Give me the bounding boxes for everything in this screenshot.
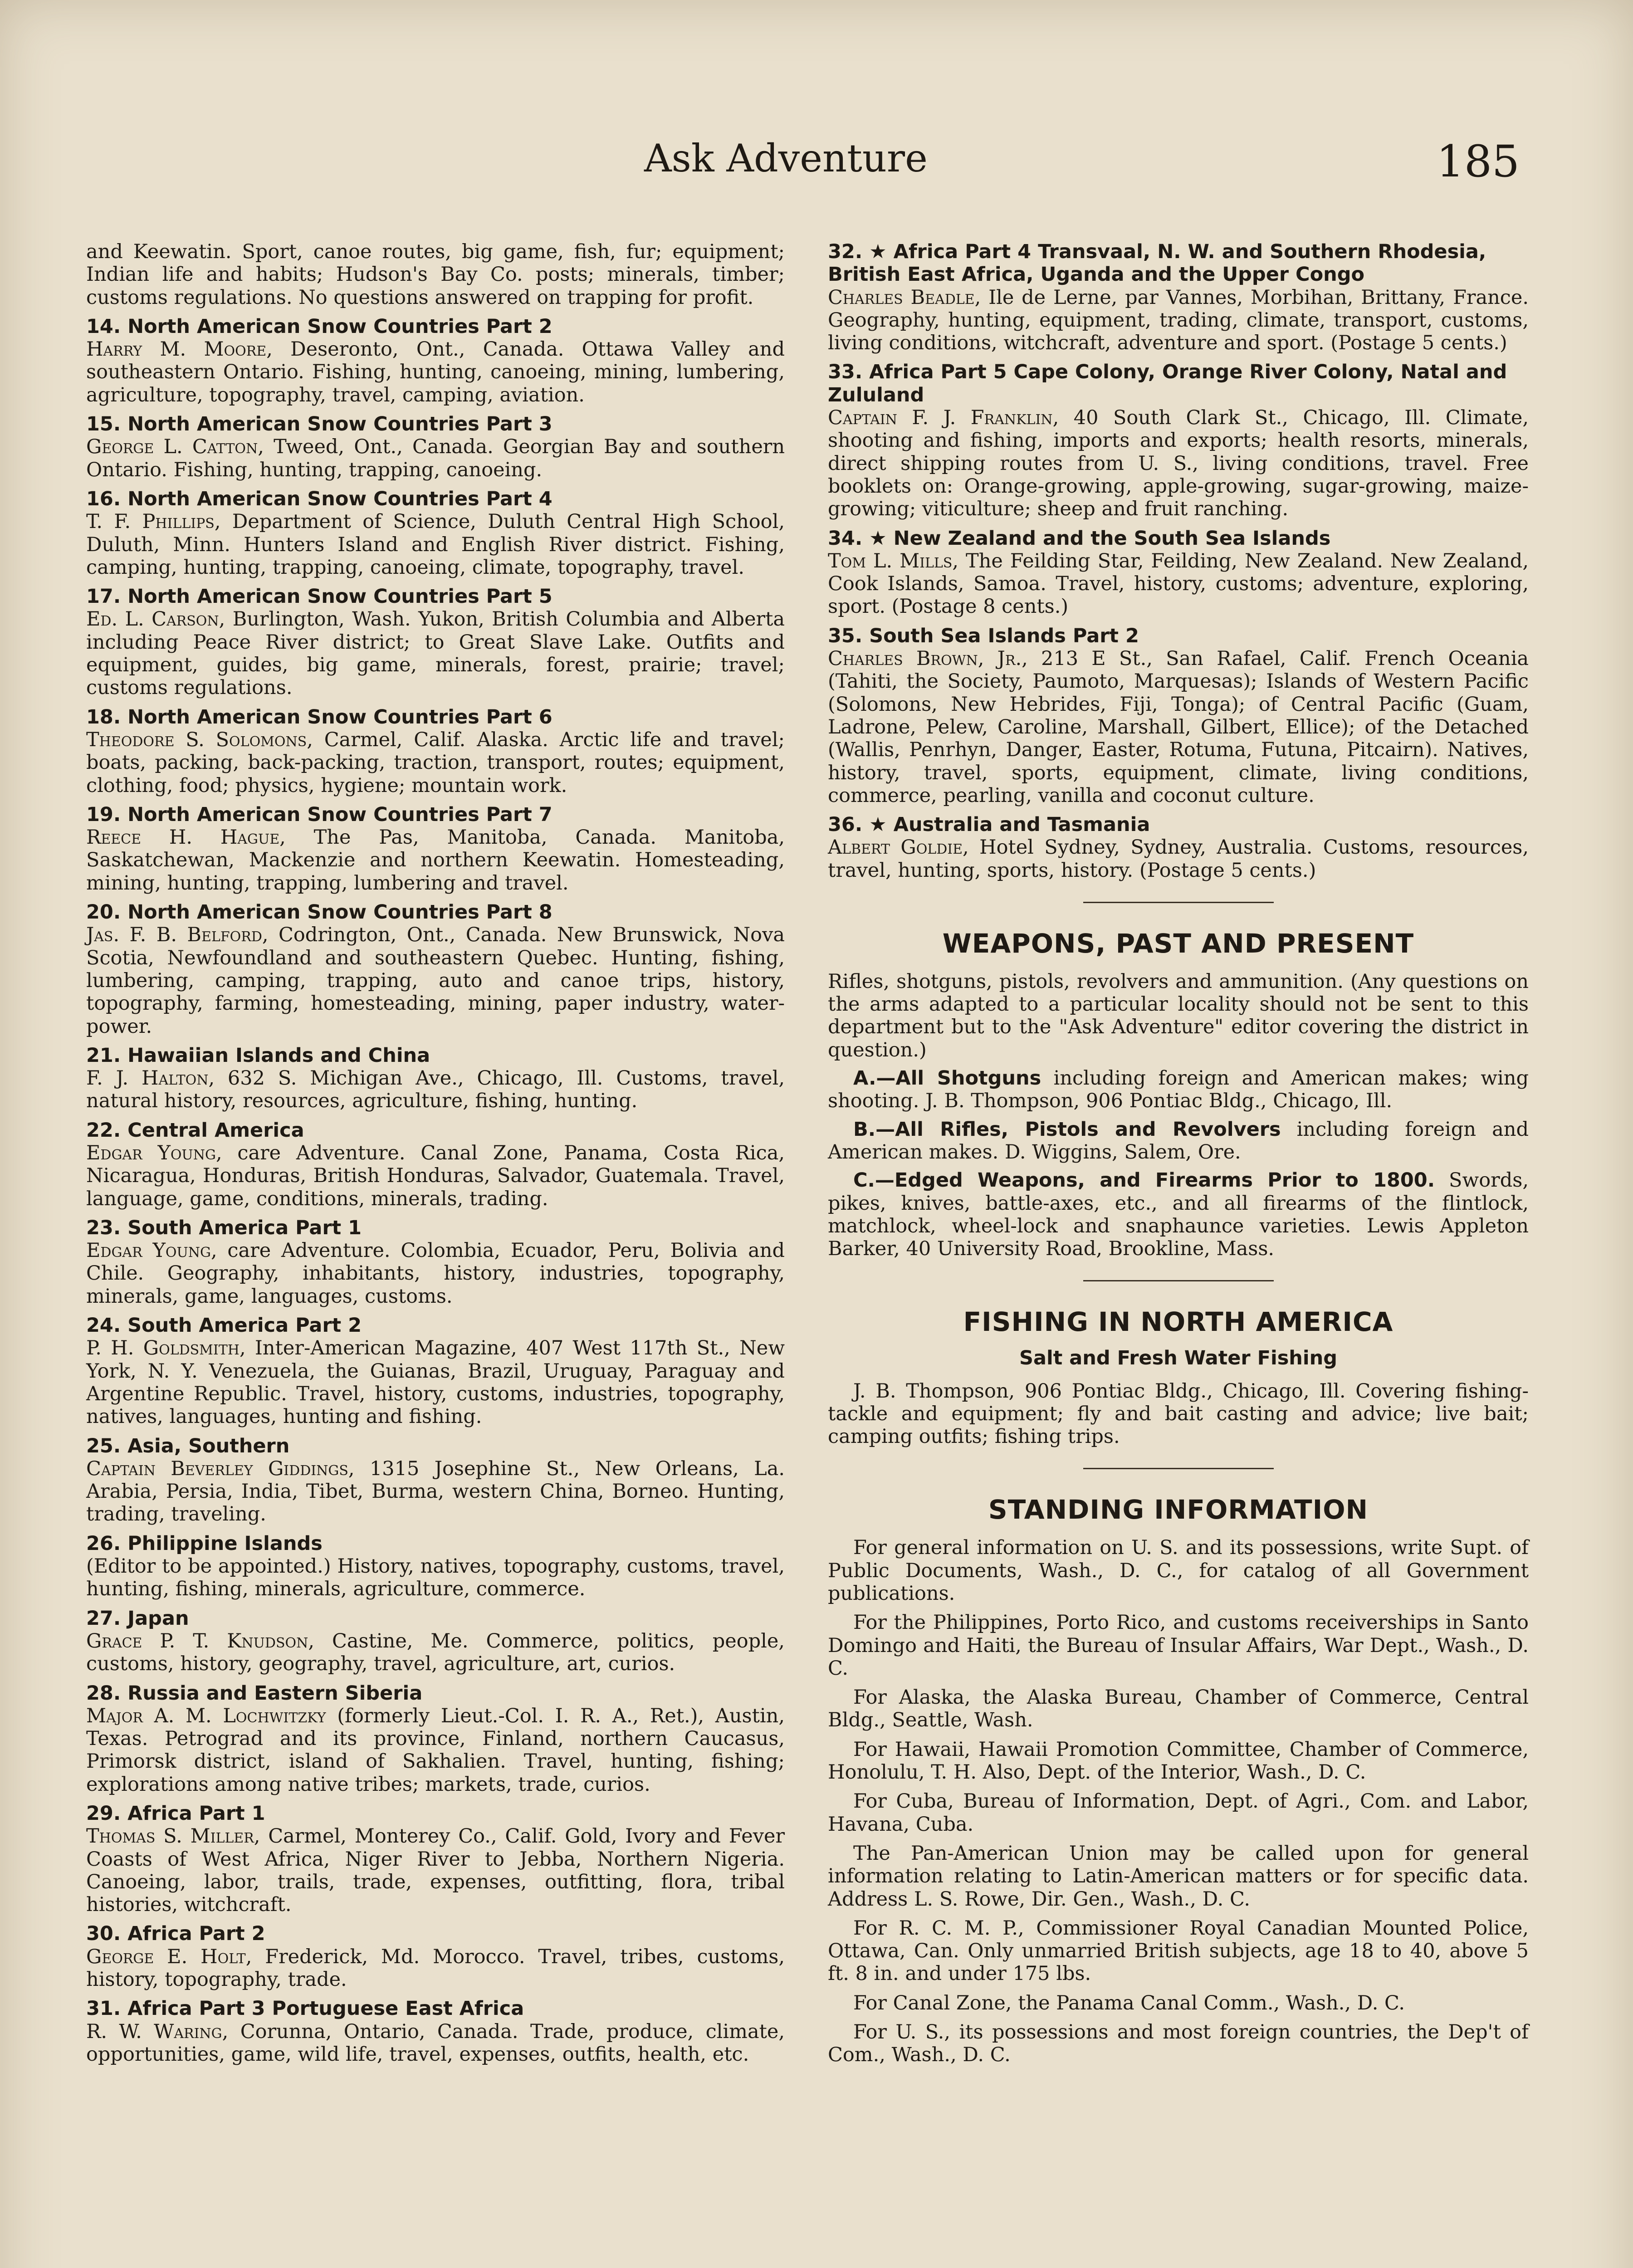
entry-title: 34. ★ New Zealand and the South Sea Islands [828, 527, 1331, 550]
entry-title: 32. ★ Africa Part 4 Transvaal, N. W. and Southern Rhodesia, British East Africa, Uganda and the Upper Congo [828, 240, 1486, 286]
entry-title: 24. South America Part 2 [86, 1314, 362, 1337]
entry-body: , Corunna, Ontario, Canada. Trade, produce, climate, opportunities, game, wild life, travel, expenses, outfits, health, etc. [86, 2020, 785, 2066]
entry-body: , Department of Science, Duluth Central High School, Duluth, Minn. Hunters Island and English River district. Fishing, camping, hunting, trapping, canoeing, climate, topography, travel. [86, 510, 785, 579]
list-item [86, 1314, 785, 1428]
section-divider [1083, 902, 1274, 903]
expert-name: Major A. M. Lochwitzky [86, 1704, 326, 1727]
entry-body: , Frederick, Md. Morocco. Travel, tribes, customs, history, topography, trade. [86, 1945, 785, 1991]
expert-name: Tom L. Mills [828, 549, 953, 572]
entry-body: , Inter-American Magazine, 407 West 117th St., New York, N. Y. Venezuela, the Guianas, Brazil, Uruguay, Paraguay and Argentine Republic. Travel, history, customs, industries, topography, natives, languages, hunting and fishing. [86, 1337, 785, 1428]
entry-title: 17. North American Snow Countries Part 5 [86, 585, 552, 608]
weapons-item-c [828, 1169, 1529, 1260]
entry-title: 15. North American Snow Countries Part 3 [86, 413, 552, 436]
fishing-heading: FISHING IN NORTH AMERICA [963, 1306, 1393, 1338]
entry-body: , Burlington, Wash. Yukon, British Columbia and Alberta including Peace River district; to Great Slave Lake. Outfits and equipment, guides, big game, minerals, forest, prairie; travel; customs regulations. [86, 608, 785, 699]
list-item [86, 1682, 785, 1796]
standing-info-paragraph: For Alaska, the Alaska Bureau, Chamber of Commerce, Central Bldg., Seattle, Wash. [828, 1686, 1529, 1732]
list-item [86, 240, 785, 309]
expert-name: T. F. Phillips [86, 510, 215, 533]
expert-name: George L. Catton [86, 435, 258, 459]
expert-name: Charles Beadle [828, 286, 975, 309]
list-item [86, 585, 785, 699]
entry-body: , The Feilding Star, Feilding, New Zealand. New Zealand, Cook Islands, Samoa. Travel, history, customs; adventure, exploring, sport. (Postage 8 cents.) [828, 549, 1529, 618]
list-item [86, 1435, 785, 1526]
entry-body: , care Adventure. Colombia, Ecuador, Peru, Bolivia and Chile. Geography, inhabitants, history, industries, topography, minerals, game, languages, customs. [86, 1239, 785, 1308]
entry-title: 28. Russia and Eastern Siberia [86, 1681, 423, 1705]
weapons-item-b-lead: B.—All Rifles, Pistols and Revolvers [853, 1118, 1281, 1141]
list-item [828, 240, 1529, 354]
entry-body: , Deseronto, Ont., Canada. Ottawa Valley and southeastern Ontario. Fishing, hunting, canoeing, mining, lumbering, agriculture, topography, travel, camping, aviation. [86, 338, 785, 406]
entry-title: 29. Africa Part 1 [86, 1802, 265, 1825]
entry-body: , The Pas, Manitoba, Canada. Manitoba, Saskatchewan, Mackenzie and northern Keewatin. Homesteading, mining, hunting, trapping, lumbering and travel. [86, 826, 785, 894]
entry-body: , Tweed, Ont., Canada. Georgian Bay and southern Ontario. Fishing, hunting, trapping, canoeing. [86, 435, 785, 481]
list-item [828, 361, 1529, 520]
entry-body: , Ile de Lerne, par Vannes, Morbihan, Brittany, France. Geography, hunting, equipment, trading, climate, transport, customs, living conditions, witchcraft, adventure and sport. (Postage 5 cents.) [828, 286, 1529, 355]
list-item [86, 1802, 785, 1916]
expert-name: Captain Beverley Giddings [86, 1457, 348, 1480]
entry-body: and Keewatin. Sport, canoe routes, big game, fish, fur; equipment; Indian life and habits; Hudson's Bay Co. posts; minerals, timber; customs regulations. No questions answered on trapping for profit. [86, 240, 785, 309]
expert-name: Ed. L. Carson [86, 608, 219, 631]
list-item [86, 706, 785, 797]
section-divider [1083, 1280, 1274, 1281]
entry-body: , 40 South Clark St., Chicago, Ill. Climate, shooting and fishing, imports and exports; health resorts, minerals, direct shipping routes from U. S., living conditions, travel. Free booklets on: Orange-growing, apple-growing, sugar-growing, maize-growing; viticulture; sheep and fruit ranching. [828, 406, 1529, 521]
entry-title: 30. Africa Part 2 [86, 1922, 265, 1945]
expert-name: Harry M. Moore [86, 338, 267, 361]
fishing-subheading: Salt and Fresh Water Fishing [1019, 1347, 1338, 1370]
entry-title: 22. Central America [86, 1119, 304, 1142]
weapons-intro: Rifles, shotguns, pistols, revolvers and ammunition. (Any questions on the arms adapted to a particular locality should not be sent to this department but to the "Ask Adventure" editor covering the district in question.) [828, 970, 1529, 1061]
expert-name: Charles Brown, Jr. [828, 647, 1022, 670]
entry-body: , 1315 Josephine St., New Orleans, La. Arabia, Persia, India, Tibet, Burma, western China, Borneo. Hunting, trading, traveling. [86, 1457, 785, 1526]
list-item [86, 1607, 785, 1676]
weapons-item-a-body: including foreign and American makes; wing shooting. J. B. Thompson, 906 Pontiac Bldg., Chicago, Ill. [828, 1067, 1529, 1113]
entry-body: , Castine, Me. Commerce, politics, people, customs, history, geography, travel, agriculture, art, curios. [86, 1629, 785, 1676]
entry-body: , 213 E St., San Rafael, Calif. French Oceania (Tahiti, the Society, Paumoto, Marquesas); Islands of Western Pacific (Solomons, New Hebrides, Fiji, Tonga); of Central Pacific (Guam, Ladrone, Pelew, Caroline, Marshall, Gilbert, Ellice); of the Detached (Wallis, Penrhyn, Danger, Easter, Rotuma, Futuna, Pitcairn). Natives, history, travel, sports, equipment, climate, living conditions, commerce, pearling, vanilla and coconut culture. [828, 647, 1529, 807]
entry-title: 18. North American Snow Countries Part 6 [86, 705, 552, 728]
weapons-item-b [828, 1118, 1529, 1164]
page-number: 185 [1436, 136, 1520, 187]
list-item [828, 527, 1529, 618]
entry-title: 31. Africa Part 3 Portuguese East Africa [86, 1997, 524, 2020]
weapons-heading: WEAPONS, PAST AND PRESENT [942, 928, 1414, 959]
entry-title: 33. Africa Part 5 Cape Colony, Orange River Colony, Natal and Zululand [828, 361, 1507, 406]
running-header [644, 136, 1520, 209]
expert-name: Edgar Young [86, 1141, 216, 1164]
entry-title: 26. Philippine Islands [86, 1532, 323, 1555]
expert-name: Edgar Young [86, 1239, 211, 1262]
standing-info-paragraph: For the Philippines, Porto Rico, and customs receiverships in Santo Domingo and Haiti, the Bureau of Insular Affairs, War Dept., Wash., D. C. [828, 1611, 1529, 1680]
expert-name: Theodore S. Solomons [86, 728, 307, 751]
list-item [86, 1532, 785, 1601]
entry-title: 14. North American Snow Countries Part 2 [86, 315, 552, 338]
expert-name: Reece H. Hague [86, 826, 280, 849]
expert-name: Thomas S. Miller [86, 1825, 254, 1848]
left-column [86, 240, 785, 2072]
weapons-item-a [828, 1067, 1529, 1113]
entry-body: , 632 S. Michigan Ave., Chicago, Ill. Customs, travel, natural history, resources, agriculture, fishing, hunting. [86, 1067, 785, 1113]
list-item [86, 1217, 785, 1308]
list-item [86, 1044, 785, 1113]
entry-body: , Carmel, Monterey Co., Calif. Gold, Ivory and Fever Coasts of West Africa, Niger River to Jebba, Northern Nigeria. Canoeing, labor, trails, trade, expenses, outfitting, flora, tribal histories, witchcraft. [86, 1825, 785, 1916]
expert-name: Captain F. J. Franklin [828, 406, 1053, 430]
fishing-body: J. B. Thompson, 906 Pontiac Bldg., Chicago, Ill. Covering fishing-tackle and equipment; fly and bait casting and advice; live bait; camping outfits; fishing trips. [828, 1379, 1529, 1448]
list-item [86, 803, 785, 894]
expert-name: Albert Goldie [828, 836, 963, 859]
standing-info-paragraph: For R. C. M. P., Commissioner Royal Canadian Mounted Police, Ottawa, Can. Only unmarried British subjects, age 18 to 40, above 5 ft. 8 in. and under 175 lbs. [828, 1916, 1529, 1985]
entry-title: 35. South Sea Islands Part 2 [828, 624, 1139, 647]
entry-title: 27. Japan [86, 1607, 189, 1630]
section-divider [1083, 1468, 1274, 1469]
entry-title: 25. Asia, Southern [86, 1434, 290, 1457]
expert-name: Grace P. T. Knudson [86, 1629, 308, 1652]
entry-body: (Editor to be appointed.) History, natives, topography, customs, travel, hunting, fishing, minerals, agriculture, commerce. [86, 1555, 785, 1601]
list-item [86, 1119, 785, 1210]
list-item [86, 488, 785, 579]
list-item [828, 625, 1529, 807]
expert-name: F. J. Halton [86, 1067, 209, 1090]
entry-title: 21. Hawaiian Islands and China [86, 1044, 430, 1067]
entry-title: 16. North American Snow Countries Part 4 [86, 487, 552, 510]
standing-info-heading: STANDING INFORMATION [988, 1494, 1369, 1525]
expert-name: George E. Holt [86, 1945, 246, 1968]
expert-name: R. W. Waring [86, 2020, 222, 2043]
standing-info-paragraph: For Canal Zone, the Panama Canal Comm., Wash., D. C. [853, 1991, 1405, 2014]
entry-title: 36. ★ Australia and Tasmania [828, 813, 1150, 836]
weapons-item-a-lead: A.—All Shotguns [853, 1067, 1041, 1090]
standing-info-paragraph: For U. S., its possessions and most foreign countries, the Dep't of Com., Wash., D. C. [828, 2020, 1529, 2067]
right-column [828, 240, 1529, 2073]
entry-title: 19. North American Snow Countries Part 7 [86, 803, 552, 826]
entry-body: , Codrington, Ont., Canada. New Brunswick, Nova Scotia, Newfoundland and southeastern Quebec. Hunting, fishing, lumbering, camping, trapping, auto and canoe trips, history, topography, farming, homesteading, mining, paper industry, water-power. [86, 924, 785, 1038]
list-item [86, 413, 785, 481]
entry-title: 23. South America Part 1 [86, 1216, 362, 1239]
list-item [86, 1997, 785, 2066]
list-item [86, 315, 785, 406]
list-item [86, 1922, 785, 1991]
expert-name: Jas. F. B. Belford [86, 924, 262, 947]
entry-body: (formerly Lieut.-Col. I. R. A., Ret.), Austin, Texas. Petrograd and its province, Finland, northern Caucasus, Primorsk district, island of Sakhalien. Travel, hunting, fishing; explorations among native tribes; markets, trade, curios. [86, 1704, 785, 1796]
entry-body: , Carmel, Calif. Alaska. Arctic life and travel; boats, packing, back-packing, traction, transport, routes; equipment, clothing, food; physics, hygiene; mountain work. [86, 728, 785, 797]
entry-body: , care Adventure. Canal Zone, Panama, Costa Rica, Nicaragua, Honduras, British Honduras, Salvador, Guatemala. Travel, language, game, conditions, minerals, trading. [86, 1141, 785, 1210]
weapons-item-c-body: Swords, pikes, knives, battle-axes, etc., and all firearms of the flintlock, matchlock, wheel-lock and snaphaunce varieties. Lewis Appleton Barker, 40 University Road, Brookline, Mass. [828, 1169, 1529, 1261]
standing-info-paragraph: The Pan-American Union may be called upon for general information relating to Latin-American matters or for specific data. Address L. S. Rowe, Dir. Gen., Wash., D. C. [828, 1842, 1529, 1911]
standing-info-paragraph: For Cuba, Bureau of Information, Dept. of Agri., Com. and Labor, Havana, Cuba. [828, 1790, 1529, 1836]
running-title: Ask Adventure [644, 136, 928, 181]
entry-title: 20. North American Snow Countries Part 8 [86, 901, 552, 924]
expert-name: P. H. Goldsmith [86, 1337, 240, 1360]
weapons-item-c-lead: C.—Edged Weapons, and Firearms Prior to 1800. [853, 1169, 1435, 1192]
weapons-item-b-body: including foreign and American makes. D. Wiggins, Salem, Ore. [828, 1118, 1529, 1163]
entry-body: , Hotel Sydney, Sydney, Australia. Customs, resources, travel, hunting, sports, history. (Postage 5 cents.) [828, 836, 1529, 882]
list-item [828, 813, 1529, 882]
standing-info-paragraph: For Hawaii, Hawaii Promotion Committee, Chamber of Commerce, Honolulu, T. H. Also, Dept. of the Interior, Wash., D. C. [828, 1738, 1529, 1784]
standing-info-paragraph: For general information on U. S. and its possessions, write Supt. of Public Documents, Wash., D. C., for catalog of all Government publications. [828, 1536, 1529, 1605]
list-item [86, 901, 785, 1038]
